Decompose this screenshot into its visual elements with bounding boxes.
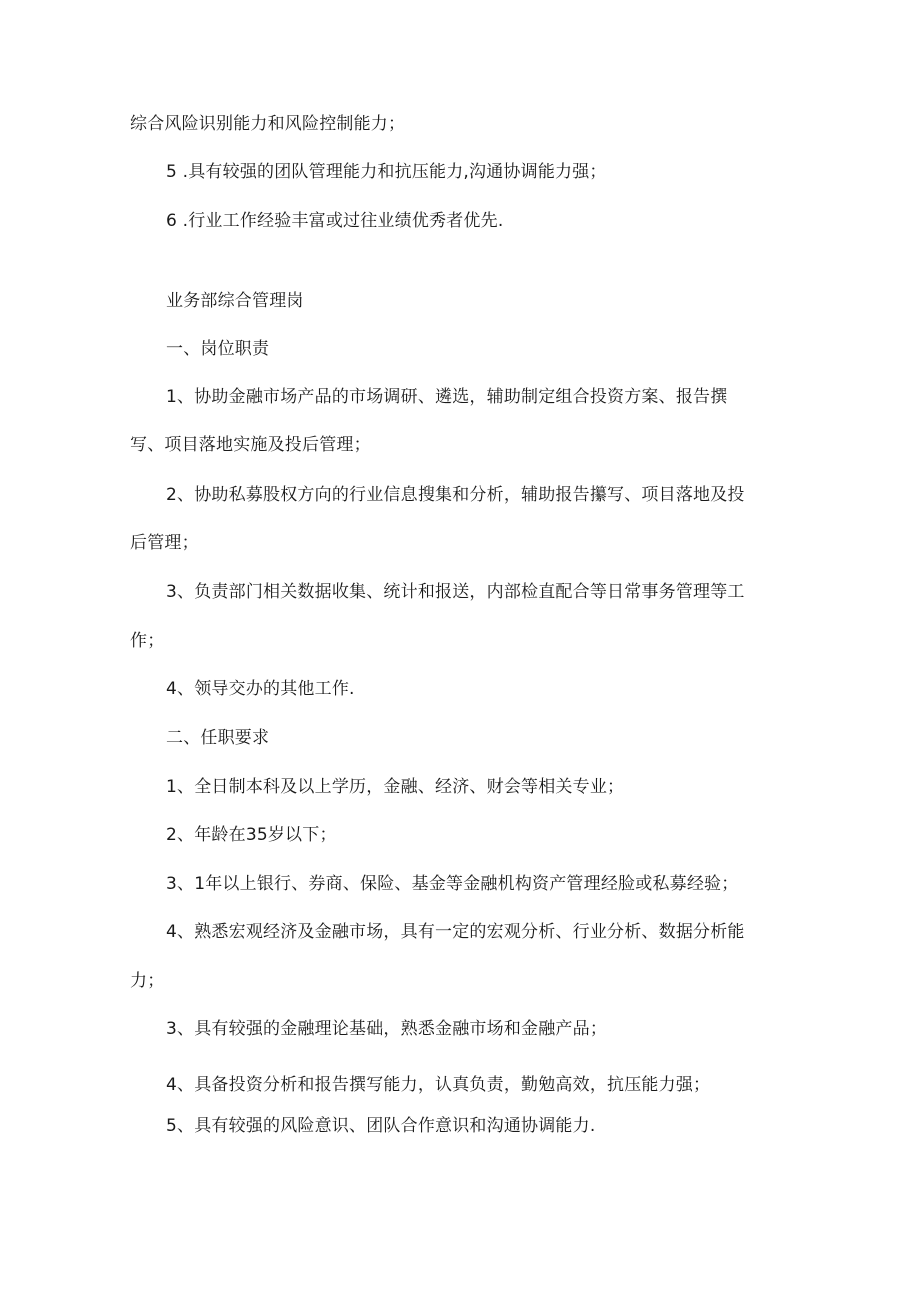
duties-item-4: 4、领导交办的其他工作.: [166, 679, 355, 699]
prev-section-item-6: 6 .行业工作经验丰富或过往业绩优秀者优先.: [166, 211, 504, 231]
duties-item-1-line-2: 写、项目落地实施及投后管理；: [130, 435, 371, 455]
requirements-item-7: 5、具有较强的风险意识、团队合作意识和沟通协调能力.: [166, 1116, 596, 1136]
duties-item-2-line-2: 后管理；: [130, 533, 199, 553]
requirements-item-1: 1、全日制本科及以上学历，金融、经济、财会等相关专业；: [166, 777, 625, 797]
duties-item-1-line-1: 1、协助金融市场产品的市场调研、遴选，辅助制定组合投资方案、报告撰: [166, 387, 728, 407]
requirements-item-2: 2、年龄在35岁以下；: [166, 825, 337, 845]
requirements-item-4-line-2: 力；: [130, 971, 165, 991]
duties-item-2-line-1: 2、协助私募股权方向的行业信息搜集和分析，辅助报告攥写、项目落地及投: [166, 485, 745, 505]
duties-heading: 一、岗位职责: [166, 339, 270, 359]
duties-item-3-line-2: 作；: [130, 631, 165, 651]
requirements-item-5: 3、具有较强的金融理论基础，熟悉金融市场和金融产品；: [166, 1019, 608, 1039]
prev-section-continuation: 综合风险识别能力和风险控制能力；: [130, 114, 406, 134]
position-title: 业务部综合管理岗: [166, 291, 304, 311]
duties-item-3-line-1: 3、负责部门相关数据收集、统计和报送，内部检直配合等日常事务管理等工: [166, 582, 745, 602]
prev-section-item-5: 5 .具有较强的团队管理能力和抗压能力,沟通协调能力强；: [166, 162, 607, 182]
requirements-item-6: 4、具备投资分析和报告撰写能力，认真负责，勤勉高效，抗压能力强；: [166, 1075, 711, 1095]
requirements-item-4-line-1: 4、熟悉宏观经济及金融市场，具有一定的宏观分析、行业分析、数据分析能: [166, 922, 745, 942]
requirements-item-3: 3、1年以上银行、券商、保险、基金等金融机构资产管理经脸或私募经验；: [166, 874, 739, 894]
requirements-heading: 二、任职要求: [166, 728, 270, 748]
